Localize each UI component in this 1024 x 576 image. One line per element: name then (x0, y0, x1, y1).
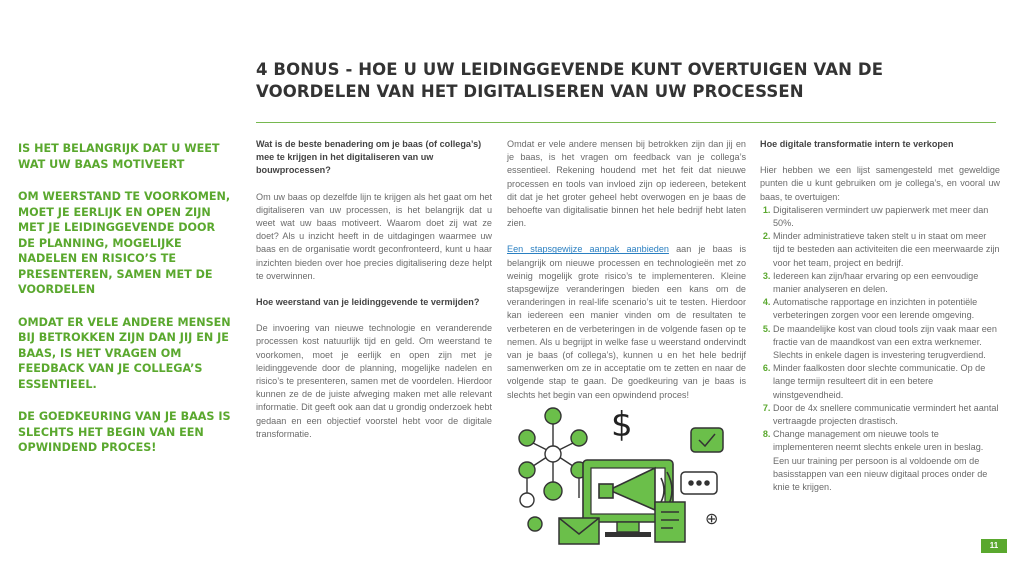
paragraph: Om uw baas op dezelfde lijn te krijgen als het gaat om het digitaliseren van uw processen, is het belangrijk dat u weet wat uw baas motiveert. Waarom doet zij wat ze doet? Als u inzicht heeft in de uitdagingen waarmee uw baas en de organisatie wordt geconfronteerd, kunt u haar inzichten bieden over hoe precies digitalisering deze helpt te overwinnen. (256, 191, 492, 281)
column-2 (507, 138, 746, 415)
list-item: 4. Automatische rapportage en inzichten in potentiële verbeteringen zorgen voor een lerende omgeving. (773, 296, 1000, 322)
sidebar-quotes (18, 141, 233, 473)
list-item: 8. Change management om nieuwe tools te implementeren neemt slechts enkele uren in beslag. Een uur training per persoon is al voldoende om de basisstappen van een nieuw digitaal proces onder de knie te krijgen. (773, 428, 1000, 494)
paragraph (507, 243, 746, 401)
checkmark-icon (528, 517, 542, 531)
paragraph: Hier hebben we een lijst samengesteld met geweldige punten die u kunt gebruiken om je collega’s, en vooral uw baas, te overtuigen: (760, 165, 1000, 202)
paragraph: De invoering van nieuwe technologie en veranderende processen kost natuurlijk tijd en geld. Om weerstand te voorkomen, moet je eerlijk en open zijn met je leidinggevende door de planning, mogelijke nadelen en risico’s te presenteren, samen met de voordelen. Hierdoor kunnen ze de de juiste afweging maken met alle relevant informatie. Dit geeft ook aan dat u grondig onderzoek hebt gedaan en een objectief voorstel hebt voor de digitale transformatie. (256, 323, 492, 439)
plus-icon: ⊕ (705, 509, 719, 528)
benefits-list (760, 204, 1000, 494)
digital-marketing-illustration (505, 398, 737, 550)
column-1 (256, 138, 492, 454)
list-item: 3. Iedereen kan zijn/haar ervaring op een eenvoudige manier analyseren en delen. (773, 270, 1000, 296)
section-heading: Hoe digitale transformatie intern te verkopen (760, 139, 954, 149)
list-item: 7. Door de 4x snellere communicatie vermindert het aantal vertraagde projecten drastisch. (773, 402, 1000, 428)
network-person-icon (519, 408, 587, 507)
sidebar-quote: IS HET BELANGRIJK DAT U WEET WAT UW BAAS MOTIVEERT (18, 142, 220, 171)
title-divider (256, 122, 996, 123)
document-icon (655, 502, 685, 542)
paragraph-text: aan je baas is belangrijk om nieuwe processen en technologieën met zo weinig mogelijk grote risico’s te implementeren. Kleine stapsgewijze veranderingen bieden een kans om de veranderingen in real-life scenario’s uit te testen. Hierdoor kan iedereen een manier vinden om de resultaten te verbeteren en de verbeteringen in de volgende fasen op te nemen. Als u begrijpt in welke fase u weerstand ondervindt van je baas (of collega’s), kunnen u en het hele bedrijf samenwerken om ze in acceptatie om te zetten en naar de volgende stap te gaan. De goedkeuring van je baas is slechts het begin van een opwindend proces! (507, 244, 746, 400)
list-item: 5. De maandelijke kost van cloud tools zijn vaak maar een fractie van de maandkost van een extra werknemer. Slechts in enkele dagen is investering terugverdiend. (773, 323, 1000, 363)
envelope-icon (559, 518, 599, 544)
list-item: 6. Minder faalkosten door slechte communicatie. Op de lange termijn resulteert dit in een betere winstgevendheid. (773, 362, 1000, 402)
sidebar-quote: DE GOEDKEURING VAN JE BAAS IS SLECHTS HET BEGIN VAN EEN OPWINDEND PROCES! (18, 410, 231, 454)
chat-bubble-icon (681, 428, 723, 494)
dollar-icon: $ (611, 405, 633, 445)
sidebar-quote: OMDAT ER VELE ANDERE MENSEN BIJ BETROKKEN ZIJN DAN JIJ EN JE BAAS, IS HET VRAGEN OM FEEDBACK VAN JE COLLEGA’S ESSENTIEEL. (18, 315, 231, 391)
column-3 (760, 138, 1000, 494)
page-number: 11 (981, 539, 1007, 553)
question-heading: Wat is de beste benadering om je baas (of collega’s) mee te krijgen in het digitaliseren van uw bouwprocessen? (256, 139, 482, 176)
page-title: 4 BONUS - HOE U UW LEIDINGGEVENDE KUNT OVERTUIGEN VAN DE VOORDELEN VAN HET DIGITALISEREN VAN UW PROCESSEN (256, 60, 884, 101)
sidebar-quote: OM WEERSTAND TE VOORKOMEN, MOET JE EERLIJK EN OPEN ZIJN MET JE LEIDINGGEVENDE DOOR DE PLANNING, MOGELIJKE NADELEN EN RISICO’S TE PRESENTEREN, SAMEN MET DE VOORDELEN (18, 190, 231, 296)
question-heading: Hoe weerstand van je leidinggevende te vermijden? (256, 297, 480, 308)
list-item: 2. Minder administratieve taken stelt u in staat om meer tijd te besteden aan activiteiten die een meerwaarde zijn voor het team, project en bedrijf. (773, 230, 1000, 270)
paragraph: Omdat er vele andere mensen bij betrokken zijn dan jij en je baas, is het vragen om feedback van je collega’s essentieel. Rekening houdend met het feit dat nieuwe processen en tools van invloed zijn op iedereen, betekent dit dat je het groter geheel hebt overwogen en je baas de behoefte van digitalisatie binnen het hele bedrijf hebt laten zien. (507, 139, 746, 229)
list-item: 1. Digitaliseren vermindert uw papierwerk met meer dan 50%. (773, 204, 1000, 230)
stepwise-approach-link[interactable]: Een stapsgewijze aanpak aanbieden (507, 244, 669, 255)
